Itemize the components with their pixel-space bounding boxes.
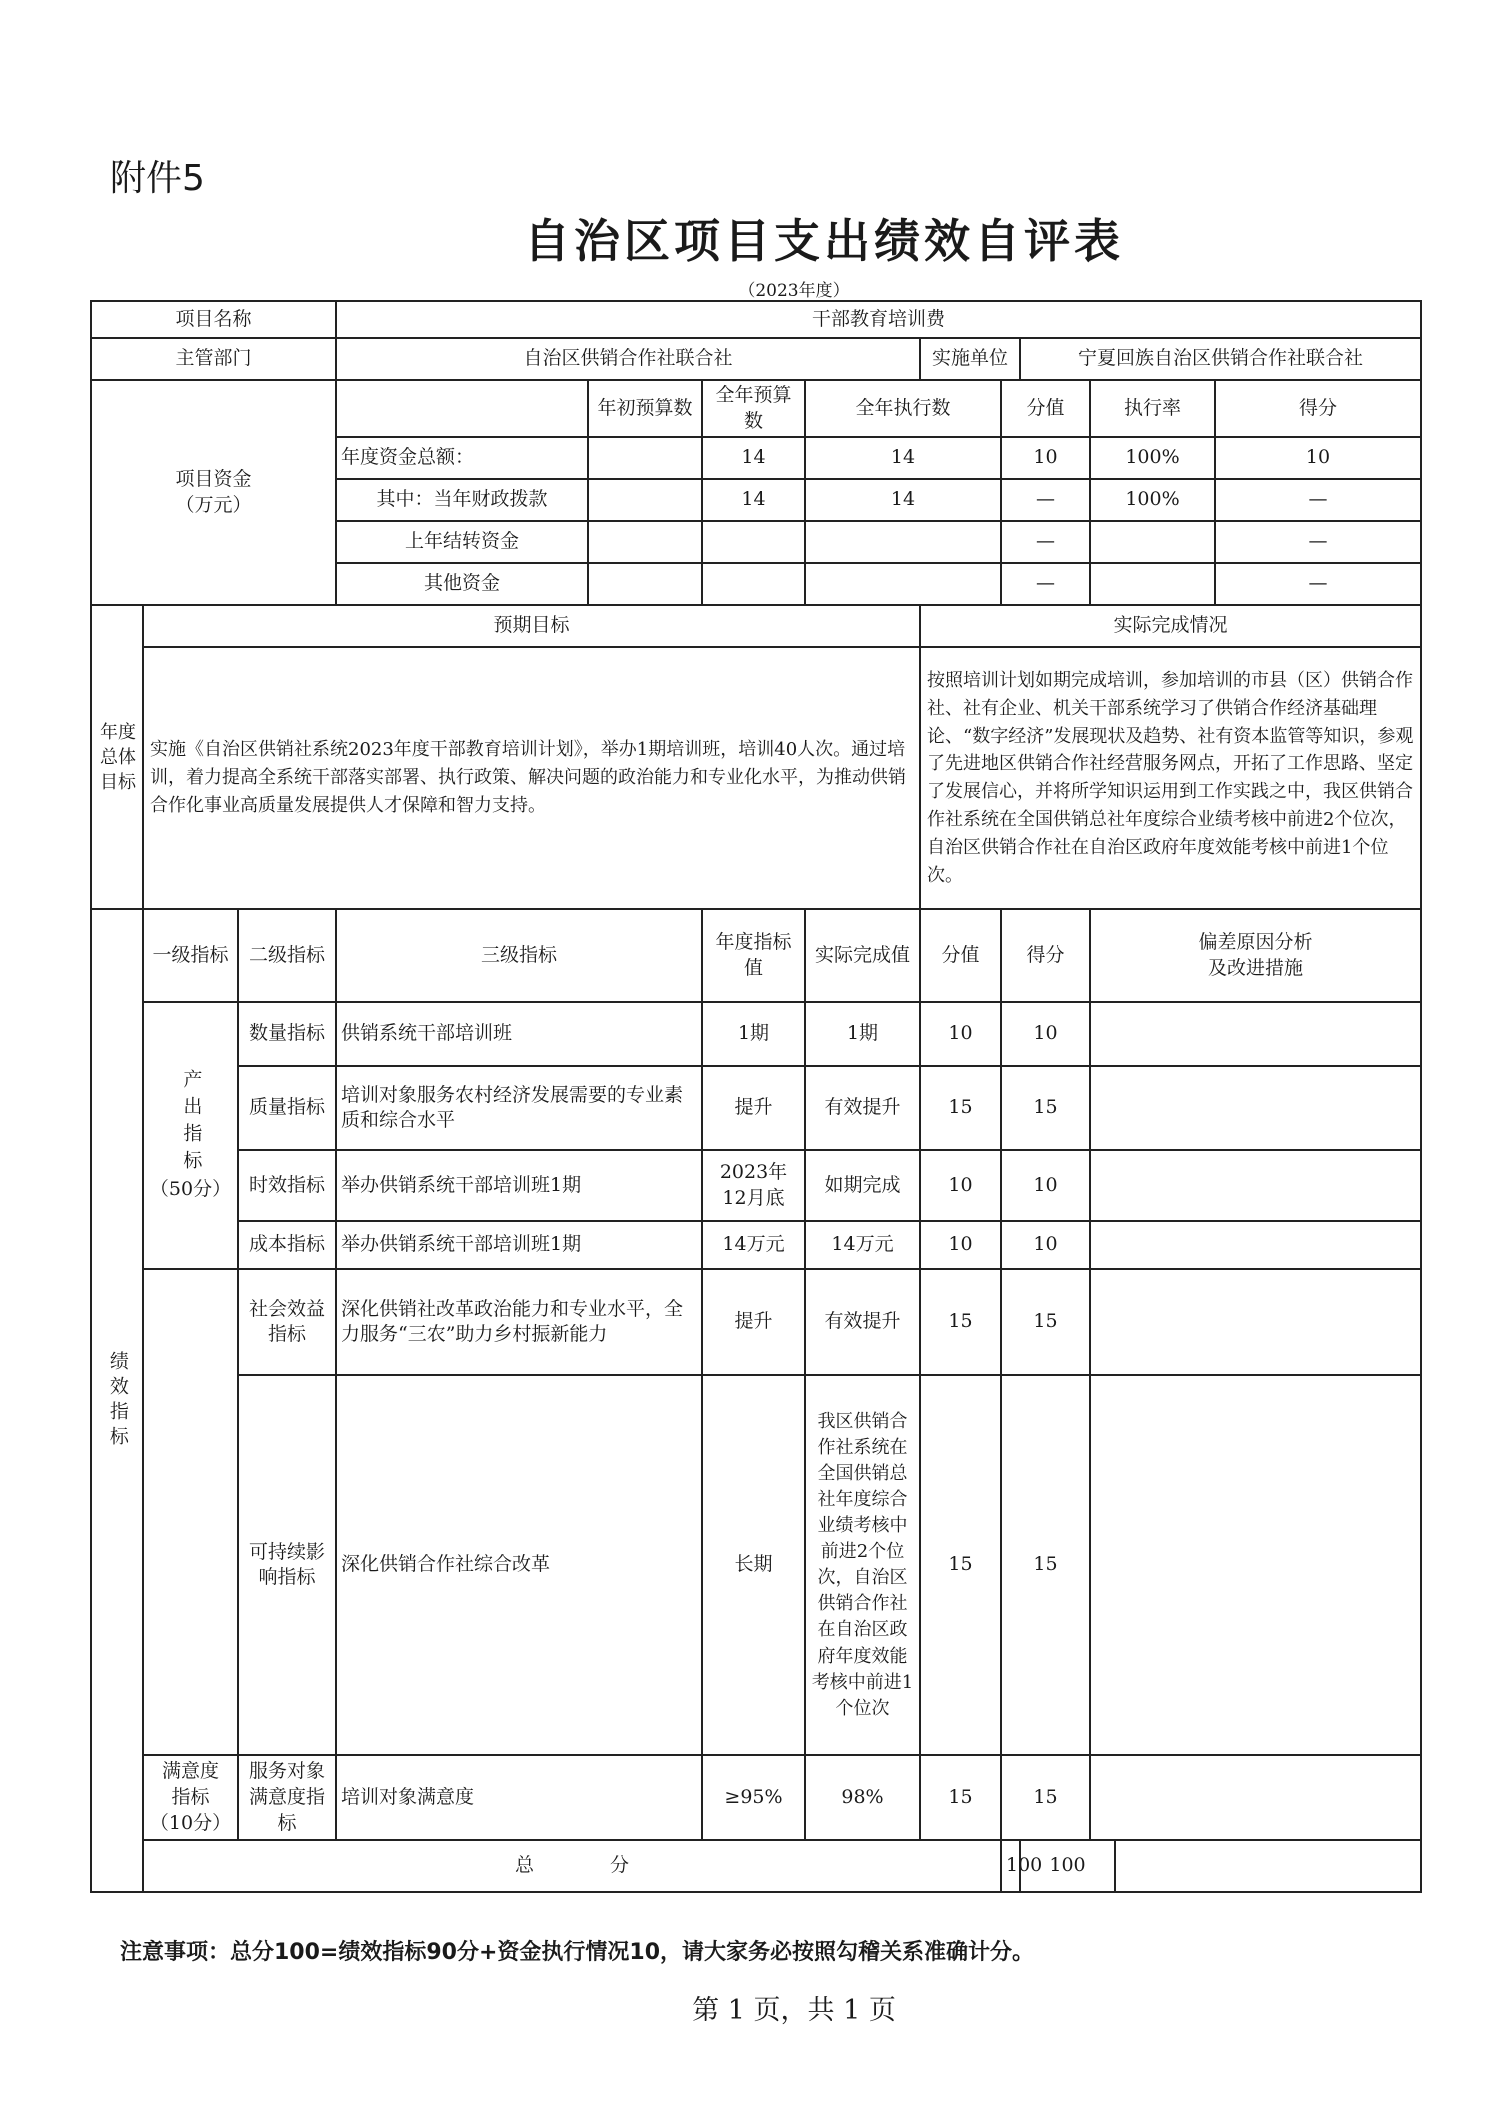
indicator-row (91, 1755, 1421, 1840)
indicator-row (91, 1066, 1421, 1150)
funds-row-name: 其他资金 (336, 563, 588, 605)
funds-score-value: — (1001, 479, 1090, 521)
department-label: 主管部门 (91, 338, 336, 380)
funds-executed (805, 563, 1001, 605)
indicator-level3: 培训对象服务农村经济发展需要的专业素质和综合水平 (336, 1066, 702, 1150)
funds-executed (805, 521, 1001, 563)
indicator-level2-text: 服务对象满意度指标 (248, 1760, 325, 1834)
goals-header-row (91, 605, 1421, 647)
expected-goal-header: 预期目标 (143, 605, 920, 647)
indicator-target-text: 2023年12月底 (719, 1161, 788, 1209)
funds-label-line1: 项目资金 (175, 468, 252, 490)
col-deviation-line2: 及改进措施 (1208, 956, 1304, 979)
indicator-deviation (1090, 1150, 1421, 1221)
implementing-unit-value: 宁夏回族自治区供销合作社联合社 (1020, 338, 1421, 380)
indicator-target: 1期 (702, 1002, 805, 1066)
col-execution-rate: 执行率 (1090, 380, 1215, 437)
indicator-level3: 深化供销合作社综合改革 (336, 1375, 702, 1755)
indicator-target: 提升 (702, 1066, 805, 1150)
indicator-deviation (1090, 1755, 1421, 1840)
indicator-score-value: 15 (920, 1269, 1001, 1375)
col-score-value: 分值 (1001, 380, 1090, 437)
funds-annual (702, 563, 805, 605)
goals-content-row (91, 647, 1421, 909)
output-indicators-name: 产出指标 (180, 1068, 203, 1177)
fiscal-year (0, 276, 1488, 301)
indicator-score-value: 15 (920, 1375, 1001, 1755)
col-deviation-line1: 偏差原因分析 (1198, 931, 1313, 954)
scoring-note: 注意事项：总分100=绩效指标90分+资金执行情况10，请大家务必按照勾稽关系准确计分。 (120, 1940, 1035, 1965)
project-name-label: 项目名称 (91, 301, 336, 338)
indicator-deviation (1090, 1066, 1421, 1150)
col-initial-budget: 年初预算数 (588, 380, 702, 437)
funds-label-line2: （万元） (175, 493, 252, 516)
funds-initial (588, 521, 702, 563)
page-title (0, 205, 1488, 271)
indicator-target: 14万元 (702, 1221, 805, 1269)
indicator-level2: 成本指标 (238, 1221, 336, 1269)
satisfaction-indicators-group (143, 1755, 238, 1840)
funds-executed: 14 (805, 437, 1001, 479)
actual-completion-text: 按照培训计划如期完成培训，参加培训的市县（区）供销合作社、社有企业、机关干部系统学习了供销合作经济基础理论、“数字经济”发展现状及趋势、社有资本监管等知识，参观了先进地区供销合作社经营服务网点，开拓了工作思路、坚定了发展信心，并将所学知识运用到工作实践之中，我区供销合作社系统在全国供销总社年度综合业绩考核中前进2个位次，自治区供销合作社在自治区政府年度效能考核中前进1个位次。 (920, 647, 1421, 909)
indicator-target: 提升 (702, 1269, 805, 1375)
indicator-row (91, 1002, 1421, 1066)
funds-score-value: 10 (1001, 437, 1090, 479)
fiscal-year-text: （2023年度） (738, 281, 850, 301)
indicator-row (91, 1375, 1421, 1755)
col-level3: 三级指标 (336, 909, 702, 1002)
indicator-level2 (238, 1755, 336, 1840)
funds-row-name: 上年结转资金 (336, 521, 588, 563)
indicator-score: 15 (1001, 1066, 1090, 1150)
funds-annual: 14 (702, 479, 805, 521)
indicator-score-value: 15 (920, 1066, 1001, 1150)
indicator-score: 10 (1001, 1150, 1090, 1221)
indicator-level2: 时效指标 (238, 1150, 336, 1221)
col-deviation (1090, 909, 1421, 1002)
annual-goal-label-text: 年度总体目标 (100, 721, 136, 793)
funds-rate (1090, 563, 1215, 605)
project-name-row (91, 301, 1421, 338)
annual-goal-label (91, 605, 143, 909)
indicator-score: 15 (1001, 1755, 1090, 1840)
funds-score-value: — (1001, 563, 1090, 605)
funds-score: — (1215, 521, 1421, 563)
funds-annual (702, 521, 805, 563)
funds-executed: 14 (805, 479, 1001, 521)
indicator-score-value: 15 (920, 1755, 1001, 1840)
indicators-header-row (91, 909, 1421, 1002)
page-indicator-text: 第 1 页，共 1 页 (692, 1995, 896, 2026)
col-annual-target: 年度指标值 (702, 909, 805, 1002)
indicator-level2: 质量指标 (238, 1066, 336, 1150)
funds-initial (588, 437, 702, 479)
indicator-score: 10 (1001, 1002, 1090, 1066)
funds-rate: 100% (1090, 479, 1215, 521)
indicator-level2: 数量指标 (238, 1002, 336, 1066)
indicator-actual: 1期 (805, 1002, 920, 1066)
expected-goal-text: 实施《自治区供销社系统2023年度干部教育培训计划》，举办1期培训班，培训40人次。通过培训，着力提高全系统干部落实部署、执行政策、解决问题的政治能力和专业化水平，为推动供销合作化事业高质量发展提供人才保障和智力支持。 (143, 647, 920, 909)
output-indicators-points: （50分） (149, 1177, 232, 1200)
indicator-target: 长期 (702, 1375, 805, 1755)
indicator-score-value: 10 (920, 1221, 1001, 1269)
col-annual-executed: 全年执行数 (805, 380, 1001, 437)
funds-score-value: — (1001, 521, 1090, 563)
indicator-score-value: 10 (920, 1150, 1001, 1221)
indicator-actual: 有效提升 (805, 1066, 920, 1150)
indicator-deviation (1090, 1269, 1421, 1375)
indicator-row (91, 1150, 1421, 1221)
funds-label (91, 380, 336, 605)
performance-indicators-label-text: 绩效指标 (106, 1350, 129, 1451)
funds-initial (588, 479, 702, 521)
indicator-row (91, 1221, 1421, 1269)
indicator-actual: 有效提升 (805, 1269, 920, 1375)
indicator-score-value: 10 (920, 1002, 1001, 1066)
actual-completion-header: 实际完成情况 (920, 605, 1421, 647)
funds-corner (336, 380, 588, 437)
col-ind-score: 得分 (1001, 909, 1090, 1002)
total-deviation (1115, 1840, 1421, 1892)
indicator-actual: 如期完成 (805, 1150, 920, 1221)
performance-evaluation-table (90, 300, 1422, 1893)
indicator-score: 15 (1001, 1375, 1090, 1755)
total-label: 总 分 (143, 1840, 1001, 1892)
col-ind-score-value: 分值 (920, 909, 1001, 1002)
total-score-value: 100 (1001, 1840, 1020, 1892)
indicator-score: 15 (1001, 1269, 1090, 1375)
indicator-level3: 举办供销系统干部培训班1期 (336, 1221, 702, 1269)
indicator-deviation (1090, 1002, 1421, 1066)
satisfaction-indicators-points: （10分） (149, 1811, 232, 1834)
indicator-row (91, 1269, 1421, 1375)
total-score: 100 (1020, 1840, 1115, 1892)
col-level2: 二级指标 (238, 909, 336, 1002)
department-value: 自治区供销合作社联合社 (336, 338, 920, 380)
indicator-target (702, 1150, 805, 1221)
indicator-level2 (238, 1269, 336, 1375)
col-annual-budget: 全年预算数 (702, 380, 805, 437)
indicator-level3: 培训对象满意度 (336, 1755, 702, 1840)
indicator-level2 (238, 1375, 336, 1755)
funds-header-row (91, 380, 1421, 437)
page-title-text: 自治区项目支出绩效自评表 (524, 214, 1124, 268)
col-level1: 一级指标 (143, 909, 238, 1002)
indicator-deviation (1090, 1221, 1421, 1269)
funds-initial (588, 563, 702, 605)
indicator-level2-text: 可持续影响指标 (248, 1540, 325, 1589)
indicator-score: 10 (1001, 1221, 1090, 1269)
page-indicator (0, 1988, 1488, 2027)
funds-score: — (1215, 479, 1421, 521)
project-name-value: 干部教育培训费 (336, 301, 1421, 338)
performance-indicators-label (91, 909, 143, 1892)
funds-annual: 14 (702, 437, 805, 479)
indicator-actual (805, 1375, 920, 1755)
output-indicators-group (143, 1002, 238, 1269)
funds-score: — (1215, 563, 1421, 605)
indicator-actual: 98% (805, 1755, 920, 1840)
col-actual-value: 实际完成值 (805, 909, 920, 1002)
funds-rate (1090, 521, 1215, 563)
satisfaction-indicators-name: 满意度指标 (161, 1760, 219, 1808)
funds-row-name: 年度资金总额： (336, 437, 588, 479)
funds-row-name: 其中：当年财政拨款 (336, 479, 588, 521)
funds-rate: 100% (1090, 437, 1215, 479)
indicator-deviation (1090, 1375, 1421, 1755)
indicator-level2-text: 社会效益指标 (248, 1297, 325, 1346)
indicator-level3: 深化供销社改革政治能力和专业水平，全力服务“三农”助力乡村振新能力 (336, 1269, 702, 1375)
effect-indicators-group (143, 1269, 238, 1755)
indicator-level3: 举办供销系统干部培训班1期 (336, 1150, 702, 1221)
indicator-level3: 供销系统干部培训班 (336, 1002, 702, 1066)
implementing-unit-label: 实施单位 (920, 338, 1020, 380)
indicator-target: ≥95% (702, 1755, 805, 1840)
attachment-label: 附件5 (110, 158, 205, 199)
total-row (91, 1840, 1421, 1892)
indicator-actual-text: 我区供销合作社系统在全国供销总社年度综合业绩考核中前进2个位次，自治区供销合作社在自治区政府年度效能考核中前进1个位次 (811, 1410, 914, 1719)
department-row (91, 338, 1421, 380)
funds-score: 10 (1215, 437, 1421, 479)
indicator-actual: 14万元 (805, 1221, 920, 1269)
col-score: 得分 (1215, 380, 1421, 437)
